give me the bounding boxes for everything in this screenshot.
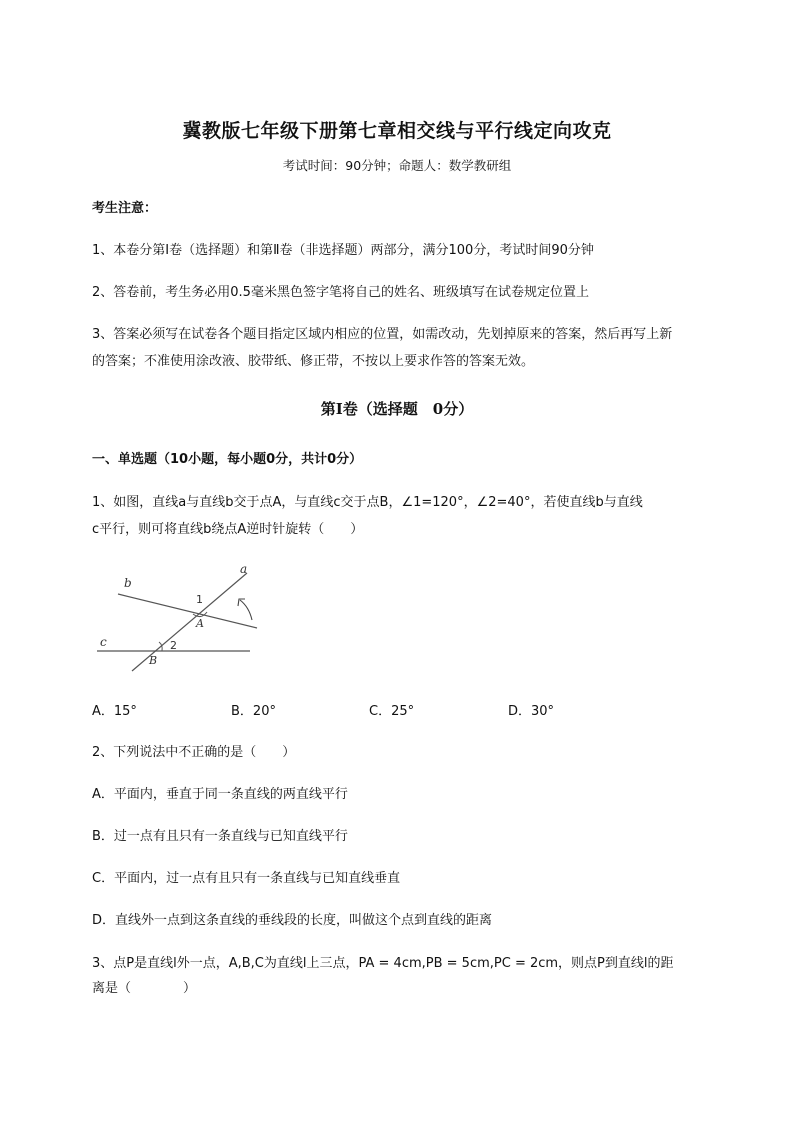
- question-2-stem: 2、下列说法中不正确的是（ ）: [92, 745, 296, 760]
- exam-title: 冀教版七年级下册第七章相交线与平行线定向攻克: [182, 120, 612, 142]
- question-1-line-2: c平行，则可将直线b绕点A逆时针旋转（ ）: [92, 522, 364, 537]
- question-2-option-d: D．直线外一点到这条直线的垂线段的长度，叫做这个点到直线的距离: [92, 913, 493, 928]
- notice-item-3-cont: 的答案；不准使用涂改液、胶带纸、修正带，不按以上要求作答的答案无效。: [92, 354, 535, 369]
- section-title: 第I卷（选择题 0分）: [320, 400, 474, 418]
- label-B: B: [149, 654, 158, 667]
- line-b: [118, 594, 257, 628]
- part-heading: 一、单选题（10小题，每小题0分，共计0分）: [92, 452, 363, 467]
- notice-heading: 考生注意：: [92, 201, 158, 216]
- notice-item-1: 1、本卷分第I卷（选择题）和第Ⅱ卷（非选择题）两部分，满分100分，考试时间90分钟: [92, 243, 594, 258]
- rotation-arrow-icon: [240, 600, 252, 620]
- label-angle-2: 2: [170, 639, 177, 652]
- notice-item-2: 2、答卷前，考生务必用0.5毫米黑色签字笔将自己的姓名、班级填写在试卷规定位置上: [92, 285, 589, 300]
- label-a: a: [240, 562, 248, 576]
- question-1-line-1: 1、如图，直线a与直线b交于点A，与直线c交于点B，∠1=120°，∠2=40°，若使直线b与直线: [92, 495, 643, 510]
- question-1-option-c: C．25°: [369, 704, 415, 719]
- label-c: c: [100, 635, 107, 649]
- exam-subtitle: 考试时间：90分钟；命题人：数学教研组: [282, 158, 512, 173]
- label-A: A: [196, 617, 204, 630]
- question-2-option-c: C．平面内，过一点有且只有一条直线与已知直线垂直: [92, 871, 401, 886]
- label-angle-1: 1: [196, 593, 203, 606]
- label-b: b: [124, 576, 132, 590]
- question-3-line-1: 3、点P是直线l外一点，A,B,C为直线l上三点，PA = 4cm,PB = 5cm,PC = 2cm，则点P到直线l的距: [92, 956, 674, 971]
- question-1-option-b: B．20°: [231, 704, 276, 719]
- question-1-option-d: D．30°: [508, 704, 555, 719]
- arrow-head-icon: [238, 599, 245, 606]
- question-2-option-a: A．平面内，垂直于同一条直线的两直线平行: [92, 787, 348, 802]
- question-1-option-a: A．15°: [92, 704, 137, 719]
- question-1-figure: [92, 562, 262, 677]
- question-3-line-2: 离是（ ）: [92, 981, 197, 996]
- notice-item-3: 3、答案必须写在试卷各个题目指定区域内相应的位置，如需改动，先划掉原来的答案，然后再写上新: [92, 327, 673, 342]
- question-2-option-b: B．过一点有且只有一条直线与已知直线平行: [92, 829, 348, 844]
